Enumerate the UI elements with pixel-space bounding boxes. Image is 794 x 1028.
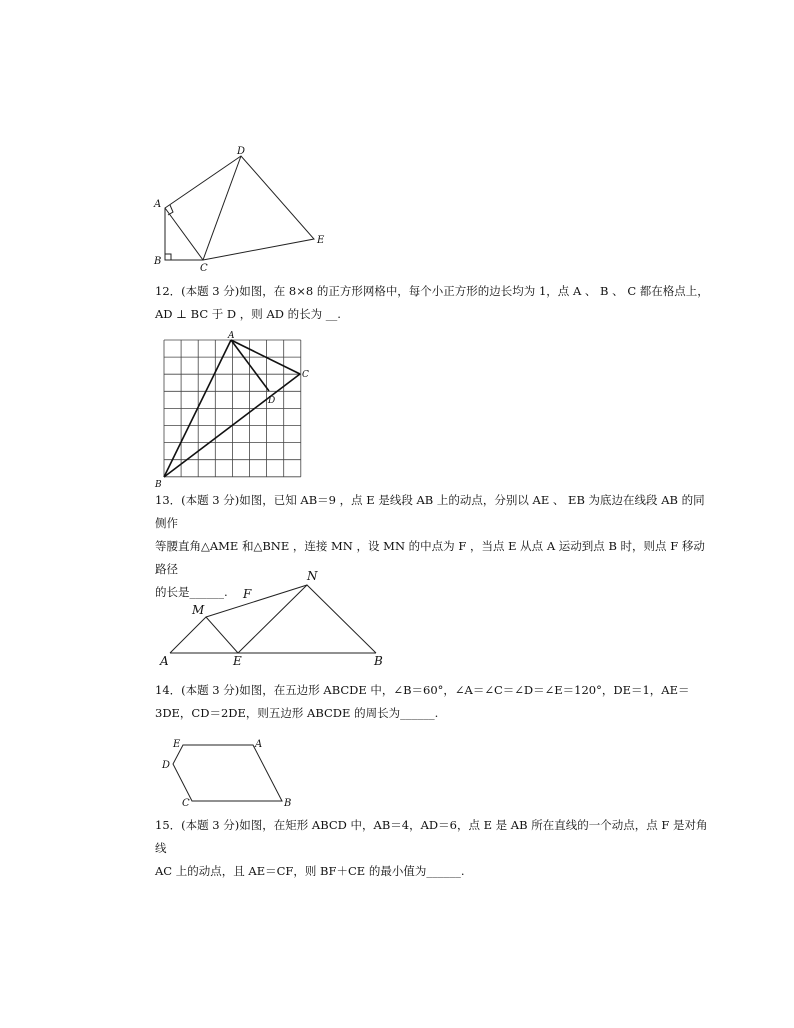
- label-B: B: [155, 480, 162, 490]
- label-E: E: [233, 654, 242, 668]
- question-14-line-1: 14．(本题 3 分)如图，在五边形 ABCDE 中，∠B＝60°，∠A＝∠C＝∠D＝∠E＝120°，DE＝1，AE＝: [155, 683, 690, 697]
- label-D: D: [268, 396, 276, 406]
- figure-12-grid: [150, 330, 320, 490]
- question-12: [155, 280, 715, 326]
- label-D: D: [237, 146, 246, 157]
- label-E: E: [173, 739, 181, 750]
- label-B: B: [154, 256, 162, 267]
- figure-top-quadrilateral: [145, 140, 345, 275]
- label-D: D: [162, 760, 171, 771]
- label-E: E: [317, 235, 325, 246]
- label-C: C: [182, 798, 190, 809]
- question-14: [155, 679, 715, 725]
- label-F: F: [243, 587, 252, 601]
- question-12-line-1: 12．(本题 3 分)如图，在 8×8 的正方形网格中，每个小正方形的边长均为 1，点 A 、 B 、 C 都在格点上，: [155, 284, 709, 298]
- label-C: C: [200, 263, 208, 274]
- question-15-line-2: AC 上的动点，且 AE＝CF，则 BF＋CE 的最小值为______.: [155, 864, 465, 878]
- label-A: A: [160, 654, 169, 668]
- label-A: A: [255, 739, 263, 750]
- label-B: B: [374, 654, 383, 668]
- question-15: [155, 814, 715, 883]
- question-14-line-2: 3DE，CD＝2DE，则五边形 ABCDE 的周长为______.: [155, 706, 439, 720]
- question-13-line-3: 的长是______.: [155, 585, 228, 599]
- label-M: M: [192, 603, 205, 617]
- figure-13-triangles: [150, 565, 400, 670]
- figure-14-pentagon: [155, 733, 305, 813]
- label-A: A: [228, 331, 235, 341]
- label-N: N: [307, 569, 318, 583]
- question-12-line-2: AD ⊥ BC 于 D ，则 AD 的长为 __.: [155, 307, 341, 321]
- label-A: A: [154, 199, 162, 210]
- label-C: C: [302, 370, 309, 380]
- question-13-line-2: 等腰直角△AME 和△BNE ，连接 MN ，设 MN 的中点为 F ，当点 E 从点 A 运动到点 B 时，则点 F 移动路径: [155, 539, 705, 576]
- question-13-line-1: 13．(本题 3 分)如图，已知 AB＝9 ，点 E 是线段 AB 上的动点，分别以 AE 、 EB 为底边在线段 AB 的同侧作: [155, 493, 705, 530]
- question-15-line-1: 15．(本题 3 分)如图，在矩形 ABCD 中，AB＝4，AD＝6，点 E 是 AB 所在直线的一个动点，点 F 是对角线: [155, 818, 708, 855]
- label-B: B: [284, 798, 292, 809]
